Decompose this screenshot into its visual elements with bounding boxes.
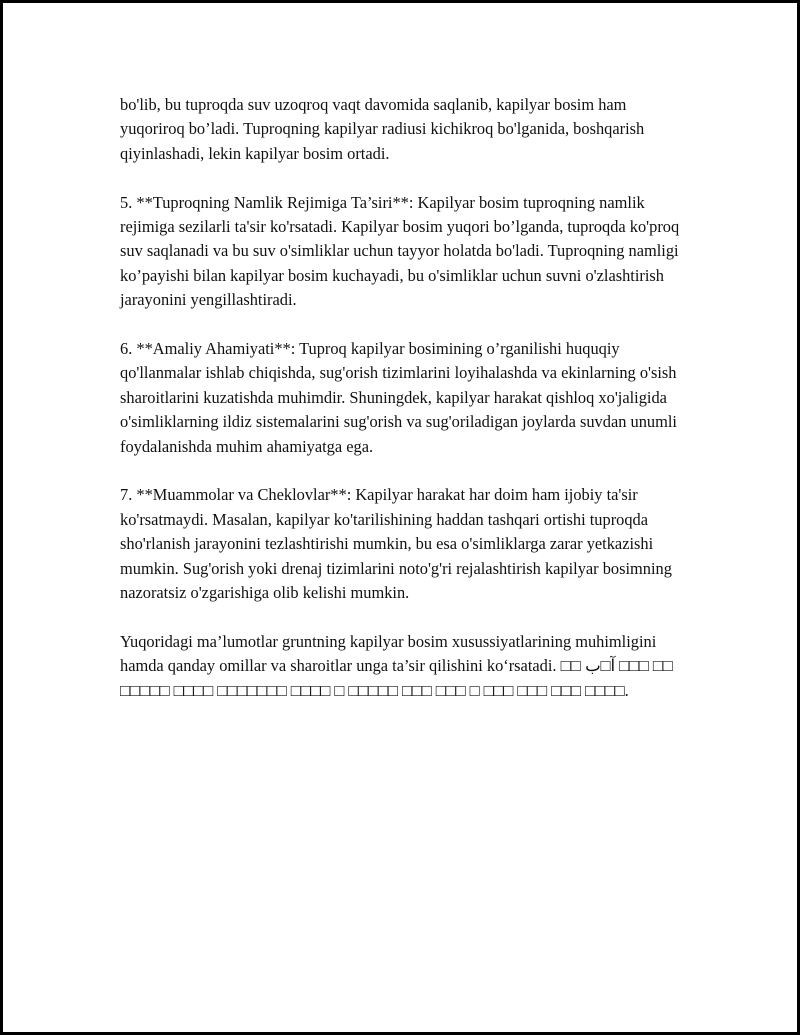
document-body	[120, 93, 688, 727]
paragraph-conclusion	[120, 630, 688, 703]
conclusion-text: Yuqoridagi ma’lumotlar gruntning kapilyar bosim xusussiyatlarining muhimligini hamda qanday omillar va sharoitlar unga ta’sir qilishini ko‘rsatadi.	[120, 631, 657, 676]
paragraph-6-practical-importance: 6. **Amaliy Ahamiyati**: Tuproq kapilyar bosimining o’rganilishi huquqiy qo'llanmalar ishlab chiqishda, sug'orish tizimlarini loyihalashda va ekinlarning o'sish sharoitlarini kuzatishda muhimdir. Shuningdek, kapilyar harakat qishloq xo'jaligida o'simliklarning ildiz sistemalarini sug'orish va sug'oriladigan joylarda suvdan unumli foydalanishda muhim ahamiyatga ega.	[120, 339, 677, 456]
garbled-glyphs-text: □□ آ□ب □□□ □□ □□□□□ □□□□ □□□□□□□ □□□□ □ □□□□□ □□□ □□□ □ □□□ □□□ □□□ □□□□.	[120, 656, 673, 700]
paragraph-7-problems-limitations: 7. **Muammolar va Cheklovlar**: Kapilyar harakat har doim ham ijobiy ta'sir ko'rsatmaydi. Masalan, kapilyar ko'tarilishining haddan tashqari ortishi tuproqda sho'rlanish jarayonini tezlashtirishi mumkin, bu esa o'simliklarga zarar yetkazishi mumkin. Sug'orish yoki drenaj tizimlarini noto'g'ri rejalashtirish kapilyar bosimning nazoratsiz o'zgarishiga olib kelishi mumkin.	[120, 485, 672, 603]
paragraph-1: bo'lib, bu tuproqda suv uzoqroq vaqt davomida saqlanib, kapilyar bosim ham yuqoriroq bo’ladi. Tuproqning kapilyar radiusi kichikroq bo'lganida, boshqarish qiyinlashadi, lekin kapilyar bosim ortadi.	[120, 95, 645, 163]
paragraph-5-soil-moisture-regime: 5. **Tuproqning Namlik Rejimiga Ta’siri**: Kapilyar bosim tuproqning namlik rejimiga sezilarli ta'sir ko'rsatadi. Kapilyar bosim yuqori bo’lganda, tuproqda ko'proq suv saqlanadi va bu suv o'simliklar uchun tayyor holatda bo'ladi. Tuproqning namligi ko’payishi bilan kapilyar bosim kuchayadi, bu o'simliklar uchun suvni o'zlashtirish jarayonini yengillashtiradi.	[120, 192, 680, 310]
